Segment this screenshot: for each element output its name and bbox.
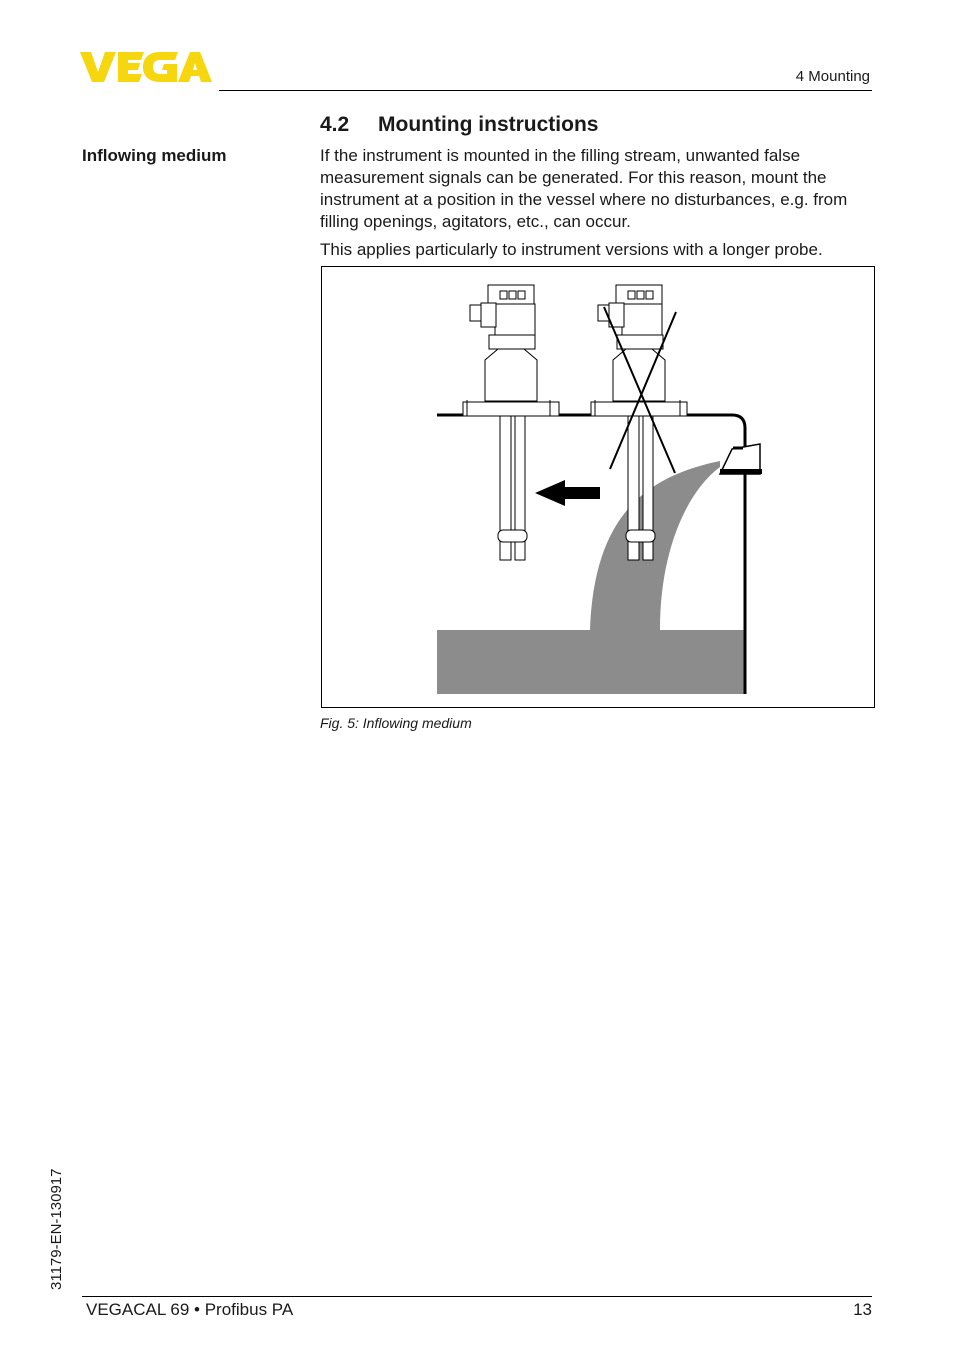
liquid-fill xyxy=(437,630,746,694)
direction-arrow xyxy=(535,480,600,506)
header-rule xyxy=(219,90,872,91)
side-label: Inflowing medium xyxy=(82,146,227,165)
paragraph: If the instrument is mounted in the filling stream, unwanted false measurement signals can be generated. For this reason, mount the instrument at a position in the vessel where no disturbances, e.g. from filling openings, agitators, etc., can occur. xyxy=(320,146,848,231)
chapter-label: 4 Mounting xyxy=(795,68,870,85)
section-title: Mounting instructions xyxy=(378,113,599,136)
instrument-left xyxy=(463,285,559,560)
section-number: 4.2 xyxy=(320,113,350,136)
figure-inflowing-medium xyxy=(321,266,875,708)
document-id: 31179-EN-130917 xyxy=(48,1168,65,1290)
footer-rule xyxy=(82,1296,872,1297)
figure-caption: Fig. 5: Inflowing medium xyxy=(320,715,472,731)
figure-illustration xyxy=(322,267,874,707)
section-heading xyxy=(320,113,598,137)
footer-product: VEGACAL 69 • Profibus PA xyxy=(86,1300,294,1319)
inflow-stream xyxy=(590,461,720,630)
paragraph: This applies particularly to instrument versions with a longer probe. xyxy=(320,240,823,259)
vega-logo xyxy=(80,50,212,84)
page-number: 13 xyxy=(853,1300,872,1319)
